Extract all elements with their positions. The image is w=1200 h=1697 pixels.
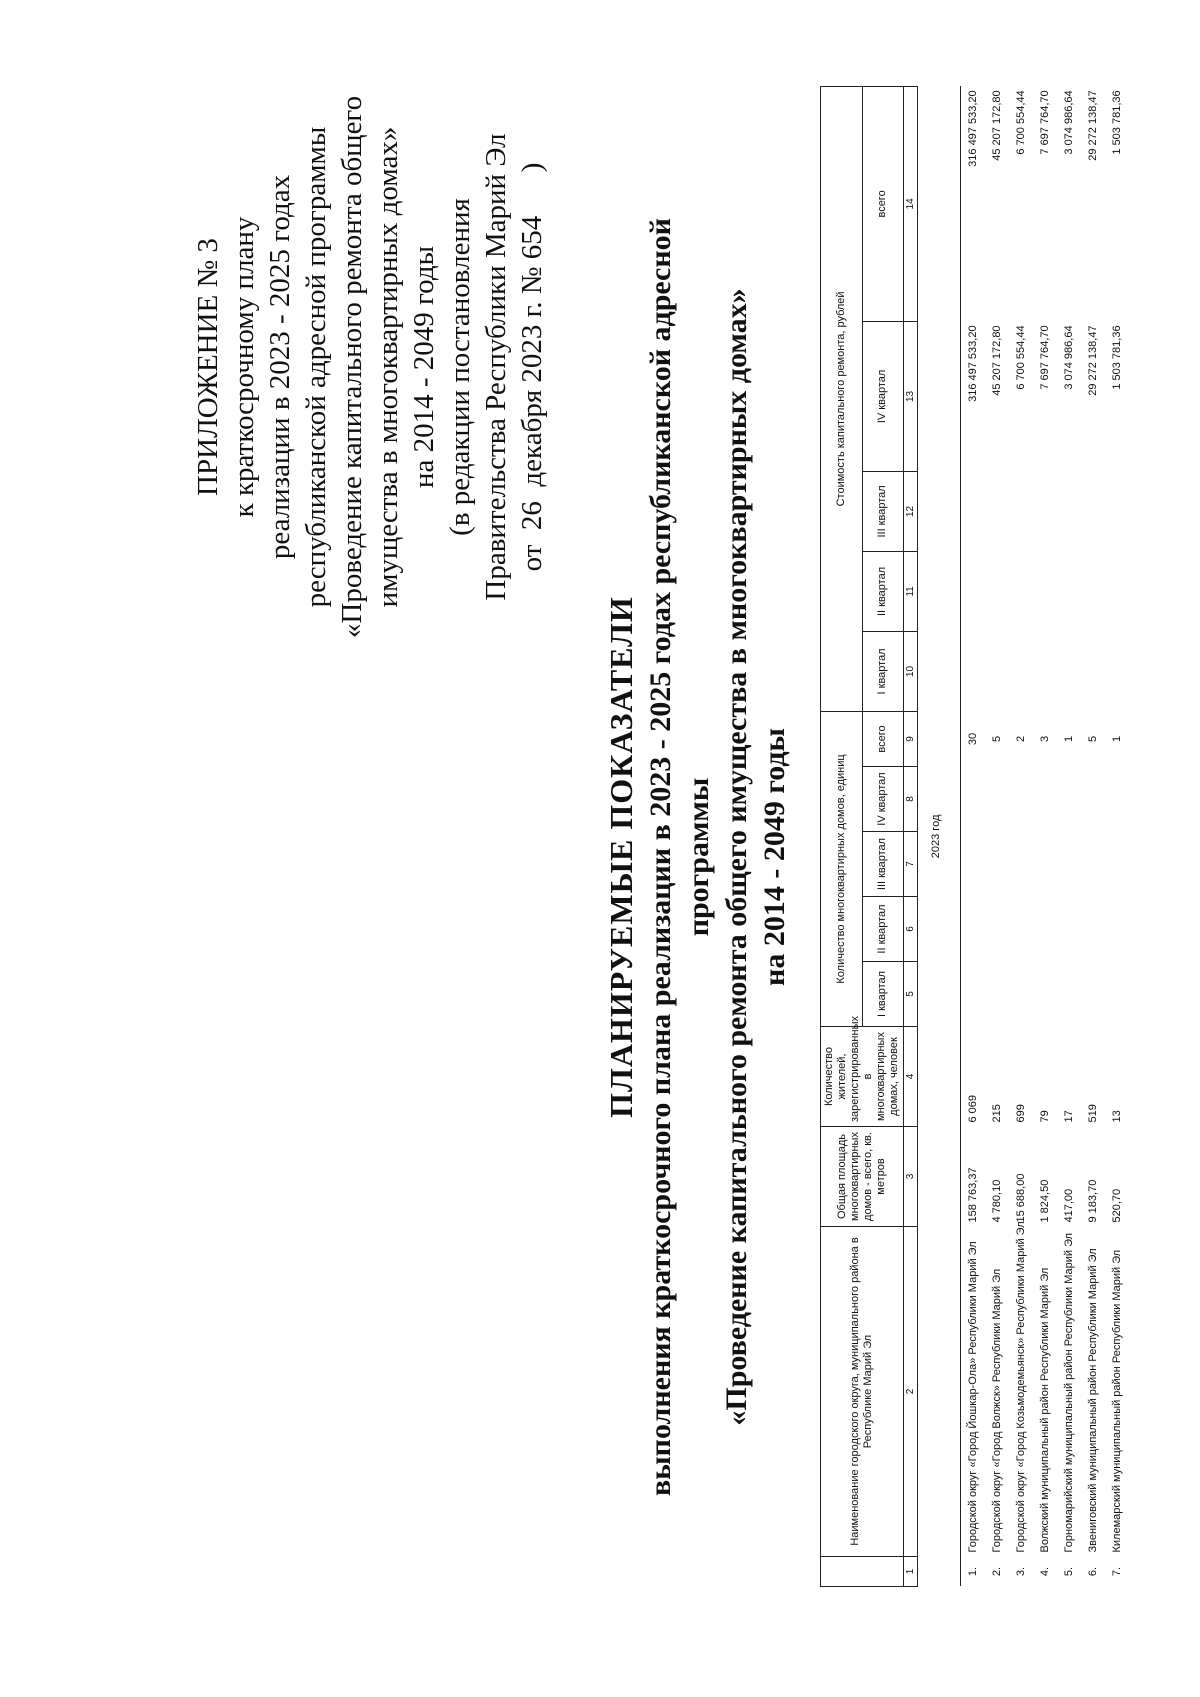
header-residents: Количество жителей, зарегистрированных в многоквартирных домах, человек bbox=[821, 1027, 904, 1127]
row-name: Килемарский муниципальный район Республики Марий Эл bbox=[1111, 1249, 1123, 1553]
table-row bbox=[961, 86, 986, 1586]
column-number: 7 bbox=[904, 832, 918, 897]
appendix-line: к краткосрочному плану bbox=[228, 216, 260, 518]
subtitle-line: «Проведение капитального ремонта общего имущества в многоквартирных домах» bbox=[720, 288, 753, 1426]
row-area: 158 763,37 bbox=[967, 1167, 979, 1223]
row-name: Горномарийский муниципальный район Республики Марий Эл bbox=[1063, 1232, 1075, 1553]
row-residents: 699 bbox=[1015, 1104, 1027, 1123]
header-area: Общая площадь многоквартирных домов - всего, кв. метров bbox=[821, 1127, 904, 1227]
row-cost-q4: 45 207 172,80 bbox=[991, 325, 1003, 396]
table-row bbox=[1009, 86, 1033, 1586]
row-name: Городской округ «Город Волжск» Республики Марий Эл bbox=[991, 1268, 1003, 1553]
row-cost-q4: 7 697 764,70 bbox=[1039, 325, 1051, 390]
header-houses-group: Количество многоквартирных домов, единиц bbox=[821, 711, 863, 1026]
header-cost-q3: III квартал bbox=[862, 471, 904, 551]
row-name: Городской округ «Город Козьмодемьянск» Республики Марий Эл bbox=[1015, 1221, 1027, 1553]
column-number: 13 bbox=[904, 321, 918, 471]
column-number: 6 bbox=[904, 897, 918, 962]
row-houses-total: 5 bbox=[991, 735, 1003, 743]
subtitle-line: на 2014 - 2049 годы bbox=[758, 728, 791, 986]
row-number: 3. bbox=[1015, 1566, 1027, 1577]
table-row bbox=[1033, 86, 1057, 1586]
header-houses-q3: III квартал bbox=[862, 832, 904, 897]
column-number: 4 bbox=[904, 1027, 918, 1127]
row-number: 2. bbox=[991, 1566, 1003, 1577]
row-number: 7. bbox=[1111, 1566, 1123, 1577]
column-number: 10 bbox=[904, 631, 918, 711]
row-area: 520,70 bbox=[1111, 1188, 1123, 1223]
header-name: Наименование городского округа, муниципального района в Республике Марий Эл bbox=[821, 1227, 904, 1557]
row-houses-total: 30 bbox=[967, 732, 979, 746]
row-cost-q4: 6 700 554,44 bbox=[1015, 325, 1027, 390]
row-cost-q4: 29 272 138,47 bbox=[1087, 325, 1099, 396]
row-residents: 13 bbox=[1111, 1110, 1123, 1123]
appendix-line: Правительства Республики Марий Эл bbox=[480, 133, 512, 601]
appendix-line: республиканской адресной программы bbox=[300, 126, 332, 608]
row-name: Звениговский муниципальный район Республики Марий Эл bbox=[1087, 1248, 1099, 1553]
row-cost-q4: 1 503 781,36 bbox=[1111, 325, 1123, 390]
row-name: Городской округ «Город Йошкар-Ола» Республики Марий Эл bbox=[967, 1241, 979, 1553]
row-number: 1. bbox=[967, 1566, 979, 1577]
header-houses-q4: IV квартал bbox=[862, 767, 904, 832]
row-number: 4. bbox=[1039, 1566, 1051, 1577]
row-houses-total: 1 bbox=[1111, 735, 1123, 743]
row-area: 9 183,70 bbox=[1087, 1179, 1099, 1223]
header-houses-total: всего bbox=[862, 711, 904, 766]
row-residents: 519 bbox=[1087, 1104, 1099, 1123]
indicators-table bbox=[820, 86, 1129, 1587]
row-number: 6. bbox=[1087, 1566, 1099, 1577]
header-cost-q4: IV квартал bbox=[862, 321, 904, 471]
row-area: 1 824,50 bbox=[1039, 1179, 1051, 1223]
table-body bbox=[961, 86, 1130, 1586]
page-title: ПЛАНИРУЕМЫЕ ПОКАЗАТЕЛИ bbox=[603, 596, 639, 1118]
row-houses-total: 5 bbox=[1087, 735, 1099, 743]
row-residents: 79 bbox=[1039, 1110, 1051, 1123]
row-cost-q4: 316 497 533,20 bbox=[967, 325, 979, 402]
row-area: 15 688,00 bbox=[1015, 1173, 1027, 1223]
document-heading bbox=[600, 137, 794, 1577]
header-cost-total: всего bbox=[862, 86, 904, 321]
row-houses-total: 1 bbox=[1063, 735, 1075, 743]
appendix-line: «Проведение капитального ремонта общего bbox=[336, 95, 368, 639]
row-number: 5. bbox=[1063, 1566, 1075, 1577]
row-cost-total: 1 503 781,36 bbox=[1111, 90, 1123, 155]
header-houses-q1: I квартал bbox=[862, 962, 904, 1027]
year-row bbox=[918, 86, 961, 1586]
header-empty bbox=[821, 1557, 904, 1587]
appendix-line: (в редакции постановления bbox=[444, 198, 476, 536]
table-row bbox=[1081, 86, 1105, 1586]
column-number: 1 bbox=[904, 1557, 918, 1587]
row-cost-total: 316 497 533,20 bbox=[967, 90, 979, 167]
header-cost-group: Стоимость капитального ремонта, рублей bbox=[821, 86, 863, 711]
row-name: Волжский муниципальный район Республики Марий Эл bbox=[1039, 1267, 1051, 1553]
row-houses-total: 2 bbox=[1015, 735, 1027, 743]
header-houses-q2: II квартал bbox=[862, 897, 904, 962]
table-row bbox=[1057, 86, 1081, 1586]
column-number: 3 bbox=[904, 1127, 918, 1227]
subtitle-line: выполнения краткосрочного плана реализации в 2023 - 2025 годах республиканской адресной программы bbox=[644, 218, 715, 1496]
header-cost-q1: I квартал bbox=[862, 631, 904, 711]
column-number: 12 bbox=[904, 471, 918, 551]
row-cost-q4: 3 074 986,64 bbox=[1063, 325, 1075, 390]
row-area: 417,00 bbox=[1063, 1188, 1075, 1223]
column-number: 5 bbox=[904, 962, 918, 1027]
appendix-block bbox=[190, 87, 550, 647]
appendix-line: имущества в многоквартирных домах» bbox=[372, 126, 404, 608]
row-cost-total: 7 697 764,70 bbox=[1039, 90, 1051, 155]
row-residents: 17 bbox=[1063, 1110, 1075, 1123]
column-number: 14 bbox=[904, 86, 918, 321]
row-area: 4 780,10 bbox=[991, 1179, 1003, 1223]
column-number: 8 bbox=[904, 767, 918, 832]
row-residents: 215 bbox=[991, 1104, 1003, 1123]
table-row bbox=[1105, 86, 1129, 1586]
table-row bbox=[985, 86, 1009, 1586]
row-cost-total: 45 207 172,80 bbox=[991, 90, 1003, 161]
row-cost-total: 3 074 986,64 bbox=[1063, 90, 1075, 155]
row-houses-total: 3 bbox=[1039, 735, 1051, 743]
column-number: 2 bbox=[904, 1227, 918, 1557]
appendix-line: реализации в 2023 - 2025 годах bbox=[264, 174, 296, 560]
column-number: 9 bbox=[904, 711, 918, 766]
header-cost-q2: II квартал bbox=[862, 551, 904, 631]
appendix-line: ПРИЛОЖЕНИЕ № 3 bbox=[192, 238, 224, 496]
column-numbers-row bbox=[904, 86, 918, 1586]
appendix-line: на 2014 - 2049 годы bbox=[408, 245, 440, 489]
year-label: 2023 год bbox=[918, 86, 961, 1586]
appendix-line: от 26 декабря 2023 г. № 654 ) bbox=[516, 162, 548, 572]
row-residents: 6 069 bbox=[967, 1094, 979, 1123]
column-number: 11 bbox=[904, 551, 918, 631]
row-cost-total: 6 700 554,44 bbox=[1015, 90, 1027, 155]
row-cost-total: 29 272 138,47 bbox=[1087, 90, 1099, 161]
